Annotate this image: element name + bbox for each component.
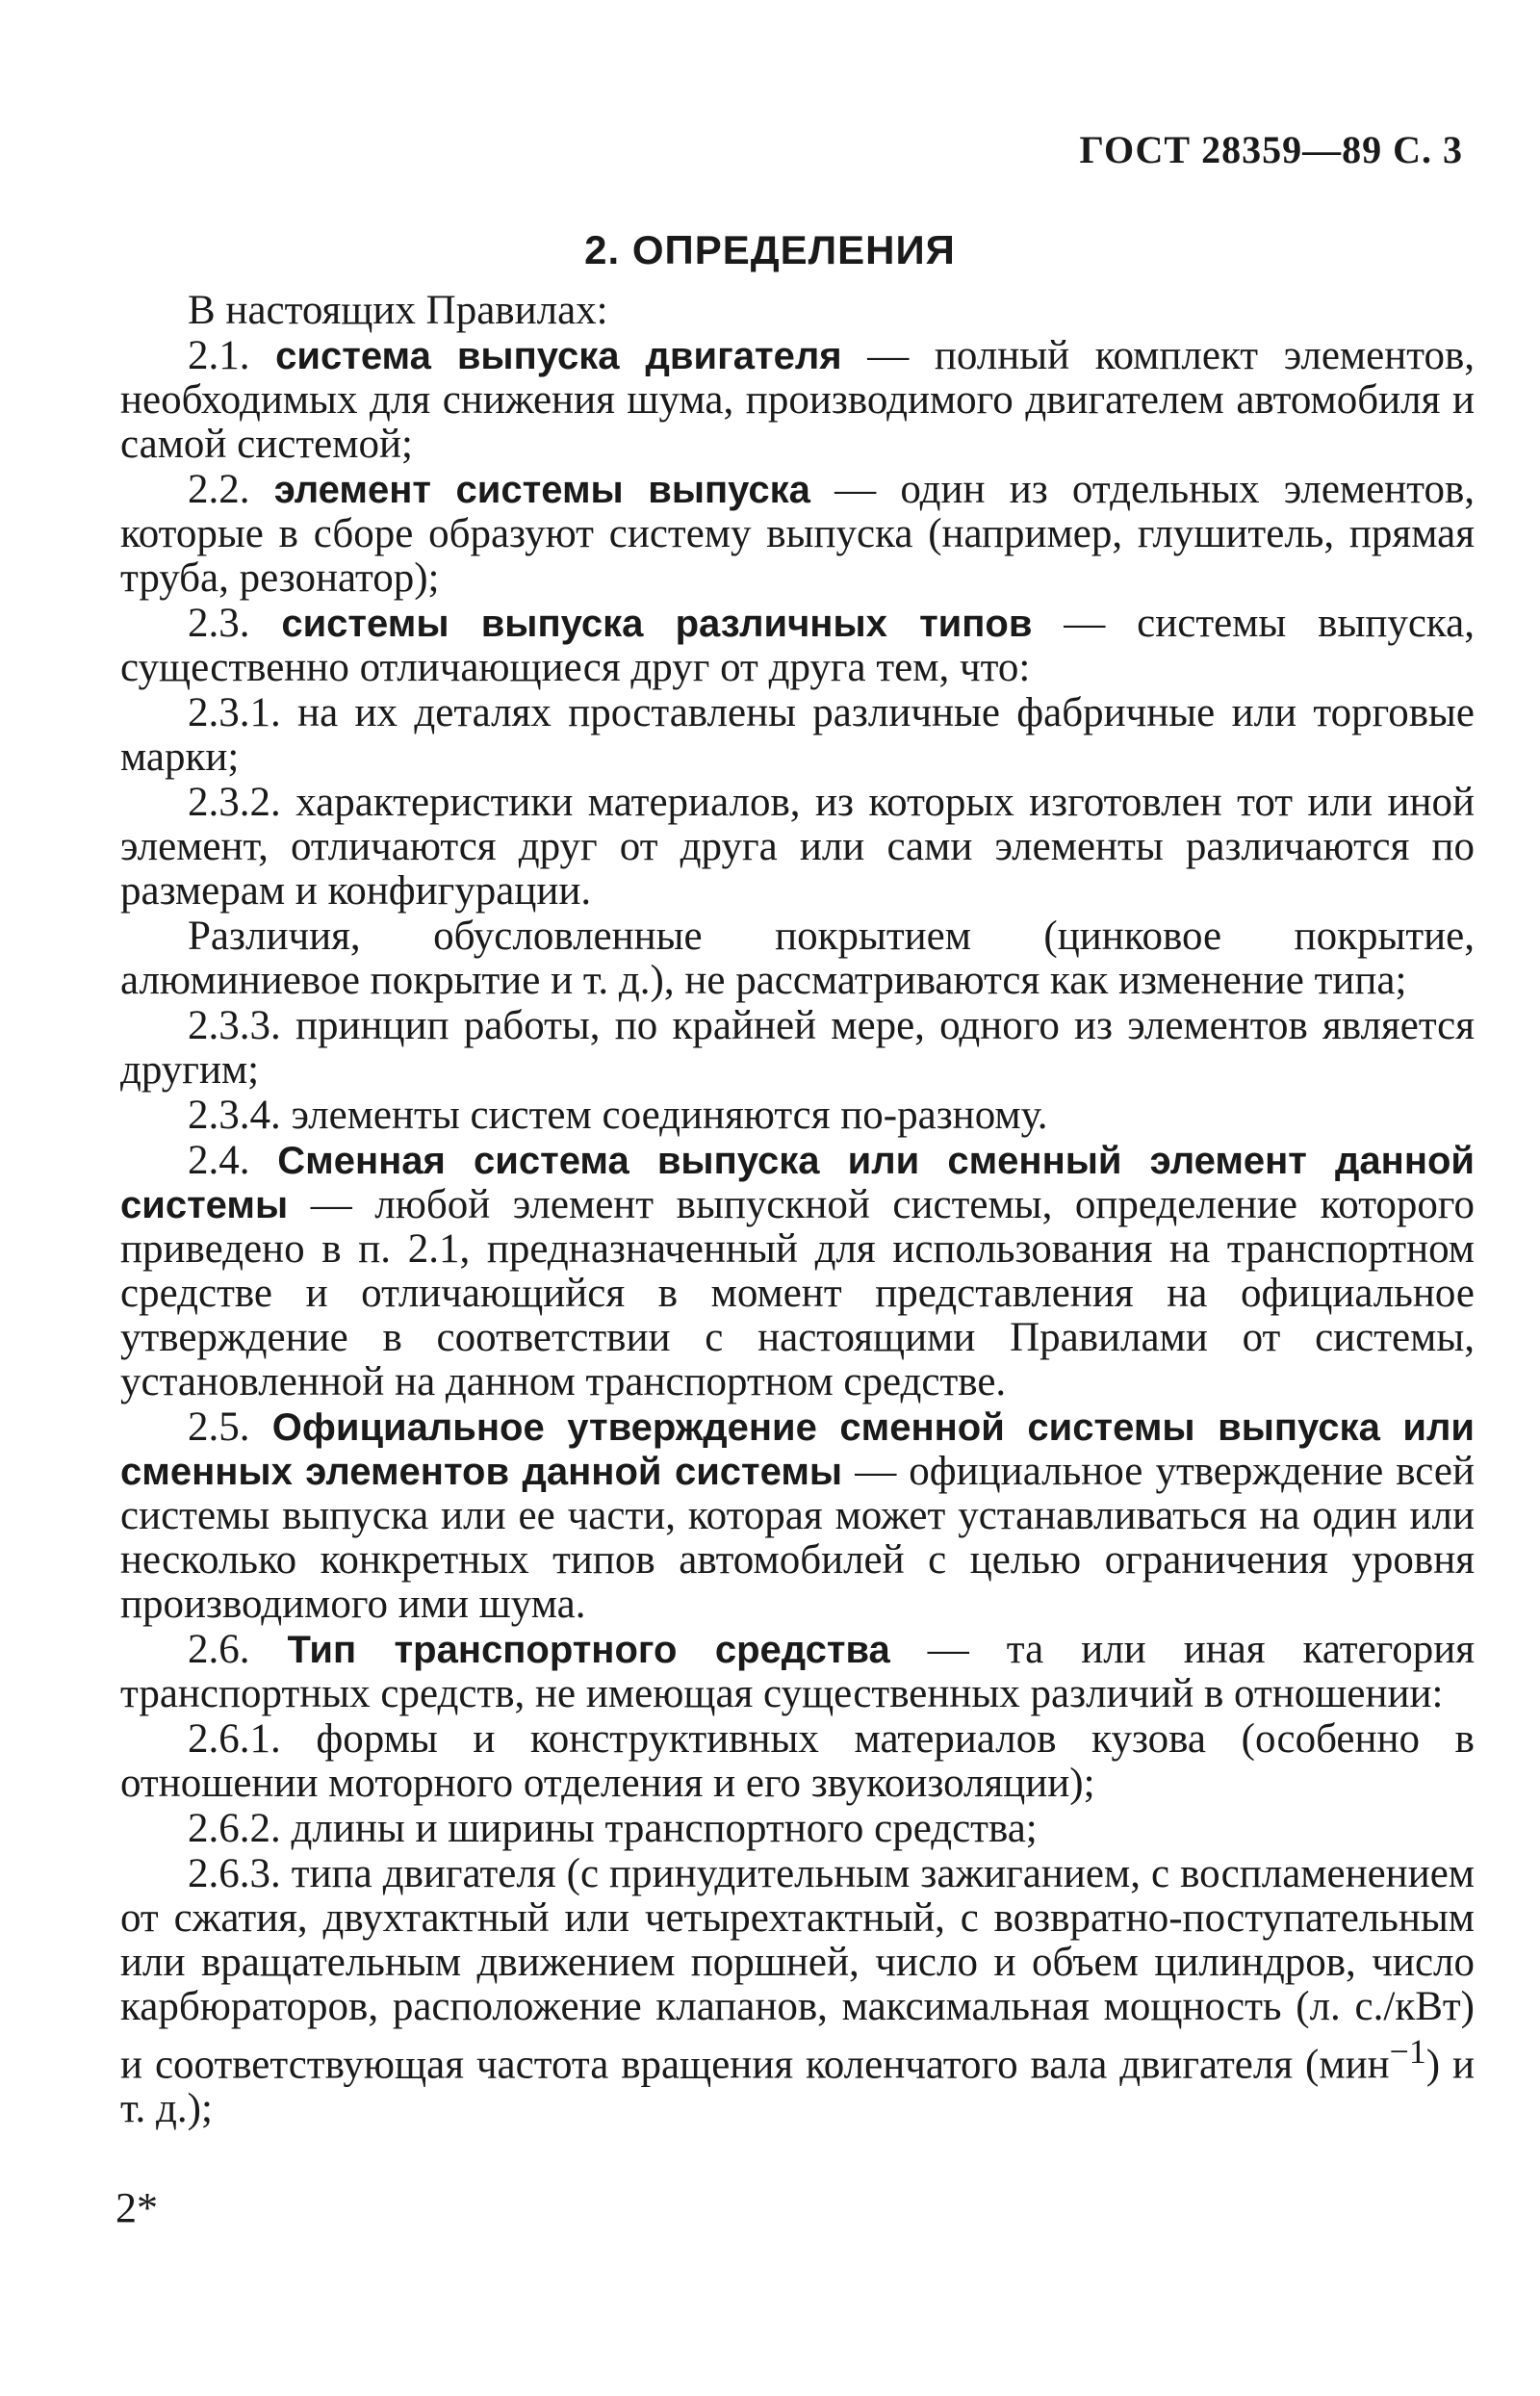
definition-2-6 [120, 1628, 1475, 1716]
term: элемент системы выпуска [273, 469, 810, 511]
clause-text: длины и ширины транспортного средства; [291, 1806, 1038, 1851]
clause-2-3-2 [120, 781, 1475, 914]
item-number: 2.6.1. [188, 1716, 281, 1762]
clause-text-tail: ) и т. д.); [120, 2042, 1475, 2132]
dash: — [809, 467, 901, 512]
item-number: 2.6.2. [188, 1806, 281, 1851]
item-number: 2.5. [188, 1404, 250, 1450]
section-title: 2. ОПРЕДЕЛЕНИЯ [584, 227, 956, 272]
definition-text: полный комплект элементов, необходимых для снижения шума, производимого двигателем автомобиля и самой системой; [120, 333, 1476, 467]
clause-2-6-1 [120, 1717, 1475, 1806]
superscript: −1 [1389, 2032, 1426, 2071]
item-number: 2.4. [188, 1138, 250, 1183]
page-header: ГОСТ 28359—89 С. 3 [1079, 128, 1463, 171]
item-number: 2.3. [188, 601, 250, 646]
term: Сменная система выпуска или сменный элемент данной системы [120, 1140, 1476, 1226]
clause-text: принцип работы, по крайней мере, одного из элементов является другим; [120, 1003, 1475, 1093]
clause-2-3-3 [120, 1004, 1475, 1093]
clause-2-3-4 [120, 1094, 1475, 1138]
intro-text: В настоящих Правилах: [188, 288, 608, 333]
clause-text: элементы систем соединяются по-разному. [291, 1093, 1048, 1138]
clause-2-3-1 [120, 691, 1475, 780]
clause-2-6-3 [120, 1852, 1475, 2131]
dash: — [842, 1449, 910, 1494]
term: система выпуска двигателя [275, 335, 842, 377]
document-body [120, 289, 1475, 2132]
definition-text: та или иная категория транспортных средств, не имеющая существенных различий в отношении: [120, 1627, 1476, 1716]
definition-text: любой элемент выпускной системы, определение которого приведено в п. 2.1, предназначенный для использования на транспортном средстве и отличающийся в момент представления на официальное утверждение в соответствии с настоящими Правилами от системы, установленной на данном транспортном средстве. [120, 1182, 1475, 1404]
note-text: Различия, обусловленные покрытием (цинковое покрытие, алюминиевое покрытие и т. д.), не рассматриваются как изменение типа; [120, 914, 1475, 1003]
item-number: 2.2. [188, 467, 250, 512]
item-number: 2.3.2. [188, 780, 281, 825]
clause-text: характеристики материалов, из которых изготовлен тот или иной элемент, отличаются друг от друга или сами элементы различаются по размерам и конфигурации. [120, 780, 1476, 914]
term: системы выпуска различных типов [281, 603, 1033, 645]
clause-2-6-2 [120, 1807, 1475, 1851]
dash: — [889, 1627, 1007, 1672]
dash: — [1032, 601, 1138, 646]
clause-text: типа двигателя (с принудительным зажиганием, с воспламенением от сжатия, двухтактный или четырехтактный, с возвратно-поступательным или вращательным движением поршней, число и объем цилиндров, число карбюраторов, расположение клапанов, максимальная мощность (л. с./кВт) и соответствующая частота вращения коленчатого вала двигателя (мин [120, 1851, 1476, 2088]
item-number: 2.6. [188, 1627, 250, 1672]
term: Тип транспортного средства [287, 1629, 890, 1671]
definition-2-1 [120, 334, 1475, 467]
item-number: 2.6.3. [188, 1851, 281, 1896]
item-number: 2.3.4. [188, 1093, 281, 1138]
definition-2-5 [120, 1405, 1475, 1627]
term: Официальное утверждение сменной системы выпуска или сменных элементов данной системы [120, 1406, 1475, 1493]
definition-text: системы выпуска, существенно отличающиеся друг от друга тем, что: [120, 601, 1476, 690]
definition-text: официальное утверждение всей системы выпуска или ее части, которая может устанавливаться на один или несколько конкретных типов автомобилей с целью ограничения уровня производимого ими шума. [120, 1449, 1476, 1627]
item-number: 2.3.3. [188, 1003, 281, 1048]
clause-text: формы и конструктивных материалов кузова (особенно в отношении моторного отделения и его звукоизоляции); [120, 1716, 1475, 1806]
definition-2-4 [120, 1139, 1475, 1404]
definition-text: один из отдельных элементов, которые в сборе образуют систему выпуска (например, глушитель, прямая труба, резонатор); [120, 467, 1476, 601]
item-number: 2.1. [188, 333, 250, 378]
page-footer-signature: 2* [116, 2184, 158, 2231]
dash: — [841, 333, 935, 378]
clause-text: на их деталях проставлены различные фабричные или торговые марки; [120, 690, 1475, 780]
dash: — [288, 1182, 375, 1227]
definition-2-3 [120, 602, 1475, 690]
definition-2-2 [120, 468, 1475, 601]
note-paragraph [120, 915, 1475, 1003]
item-number: 2.3.1. [188, 690, 281, 735]
